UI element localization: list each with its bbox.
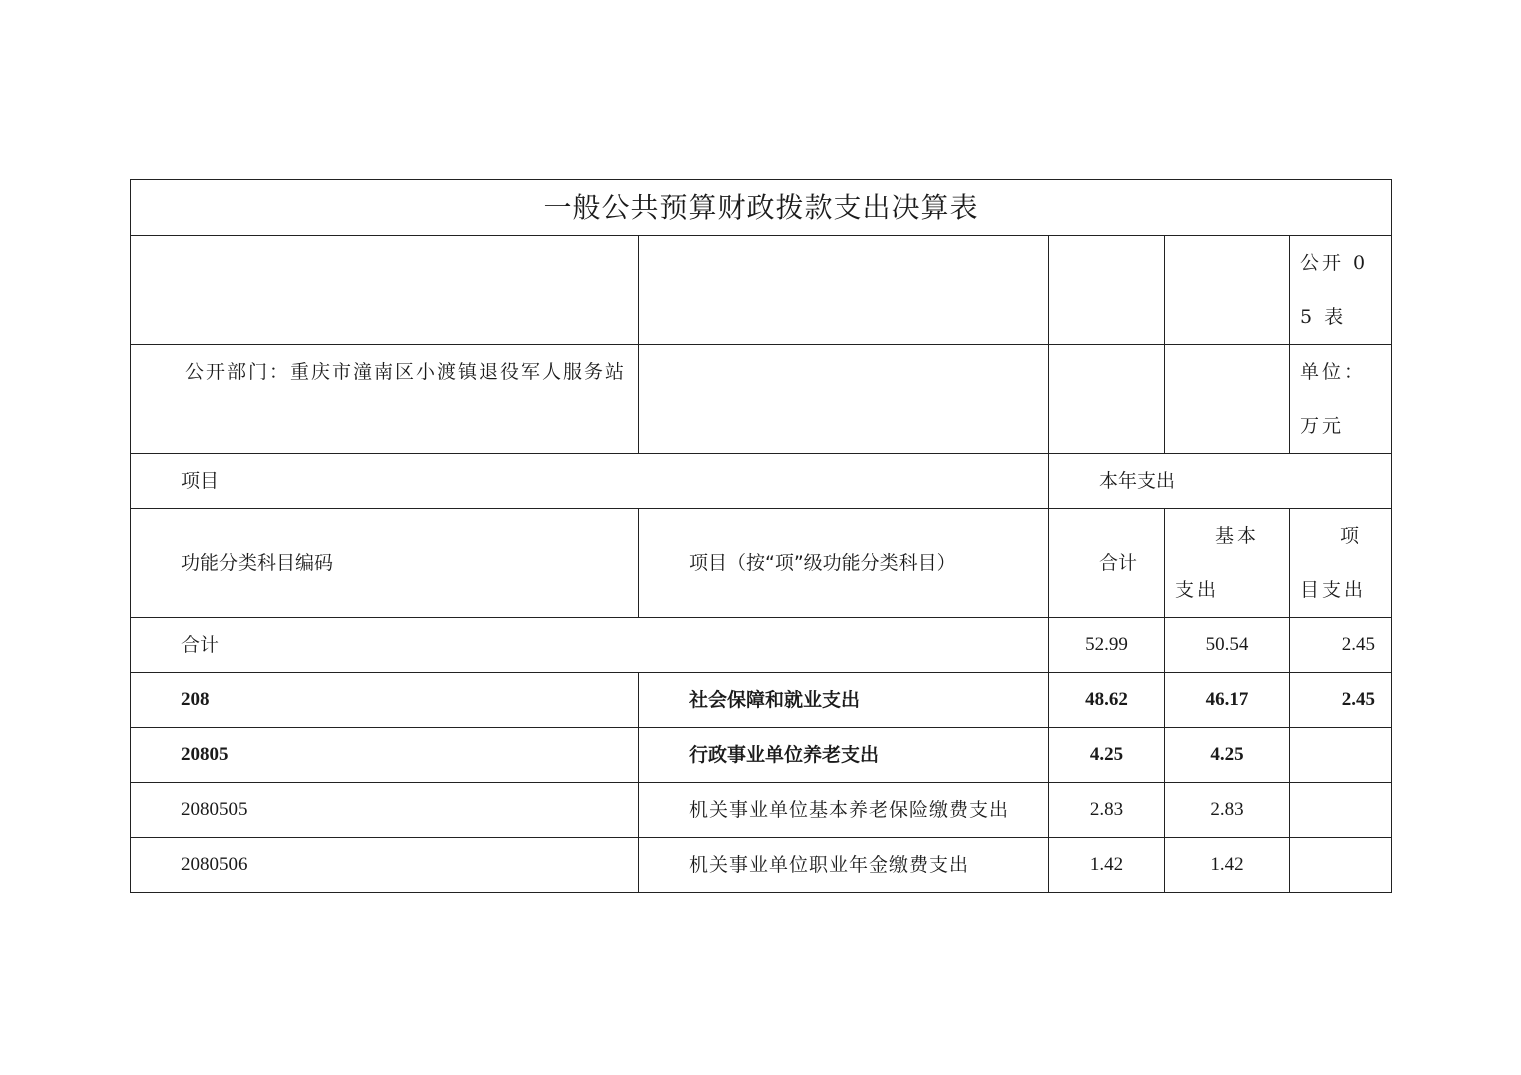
row-name: 机关事业单位基本养老保险缴费支出: [639, 783, 1049, 838]
empty-cell: [1165, 345, 1290, 454]
row-code: 208: [131, 673, 639, 728]
title-row: [131, 180, 1392, 236]
row-project: [1290, 783, 1392, 838]
header-item: 项目（按“项”级功能分类科目）: [639, 509, 1049, 618]
row-basic: 1.42: [1165, 838, 1290, 893]
table-row: [131, 783, 1392, 838]
header-code: 功能分类科目编码: [131, 509, 639, 618]
row-code: 2080506: [131, 838, 639, 893]
row-total: 2.83: [1049, 783, 1165, 838]
department-cell: [131, 345, 639, 454]
header-basic: 基本支出: [1165, 509, 1290, 618]
department-label: 公开部门：重庆市潼南区小渡镇退役军人服务站: [185, 361, 627, 383]
row-total: 1.42: [1049, 838, 1165, 893]
total-row: [131, 618, 1392, 673]
header-row-1: [131, 454, 1392, 509]
empty-cell: [131, 236, 639, 345]
empty-cell: [639, 345, 1049, 454]
department-row: [131, 345, 1392, 454]
row-basic: 4.25: [1165, 728, 1290, 783]
row-code: 20805: [131, 728, 639, 783]
empty-cell: [1049, 236, 1165, 345]
header-project-expense: 项目支出: [1290, 509, 1392, 618]
total-basic: 50.54: [1165, 618, 1290, 673]
table-row: [131, 838, 1392, 893]
table-row: [131, 728, 1392, 783]
empty-cell: [1165, 236, 1290, 345]
row-total: 4.25: [1049, 728, 1165, 783]
table-title: 一般公共预算财政拨款支出决算表: [131, 180, 1392, 236]
row-basic: 2.83: [1165, 783, 1290, 838]
total-label: 合计: [131, 618, 1049, 673]
row-name: 社会保障和就业支出: [639, 673, 1049, 728]
form-number-row: [131, 236, 1392, 345]
header-current-year: 本年支出: [1049, 454, 1392, 509]
total-project: 2.45: [1290, 618, 1392, 673]
table-row: [131, 673, 1392, 728]
empty-cell: [639, 236, 1049, 345]
empty-cell: [1049, 345, 1165, 454]
header-total: 合计: [1049, 509, 1165, 618]
row-basic: 46.17: [1165, 673, 1290, 728]
form-number: 公开 05 表: [1290, 236, 1392, 345]
row-project: [1290, 838, 1392, 893]
row-code: 2080505: [131, 783, 639, 838]
row-project: [1290, 728, 1392, 783]
total-total: 52.99: [1049, 618, 1165, 673]
row-total: 48.62: [1049, 673, 1165, 728]
row-name: 行政事业单位养老支出: [639, 728, 1049, 783]
unit-label: 单位：万元: [1290, 345, 1392, 454]
header-row-2: [131, 509, 1392, 618]
header-project: 项目: [131, 454, 1049, 509]
budget-table: [130, 179, 1392, 893]
row-project: 2.45: [1290, 673, 1392, 728]
row-name: 机关事业单位职业年金缴费支出: [639, 838, 1049, 893]
